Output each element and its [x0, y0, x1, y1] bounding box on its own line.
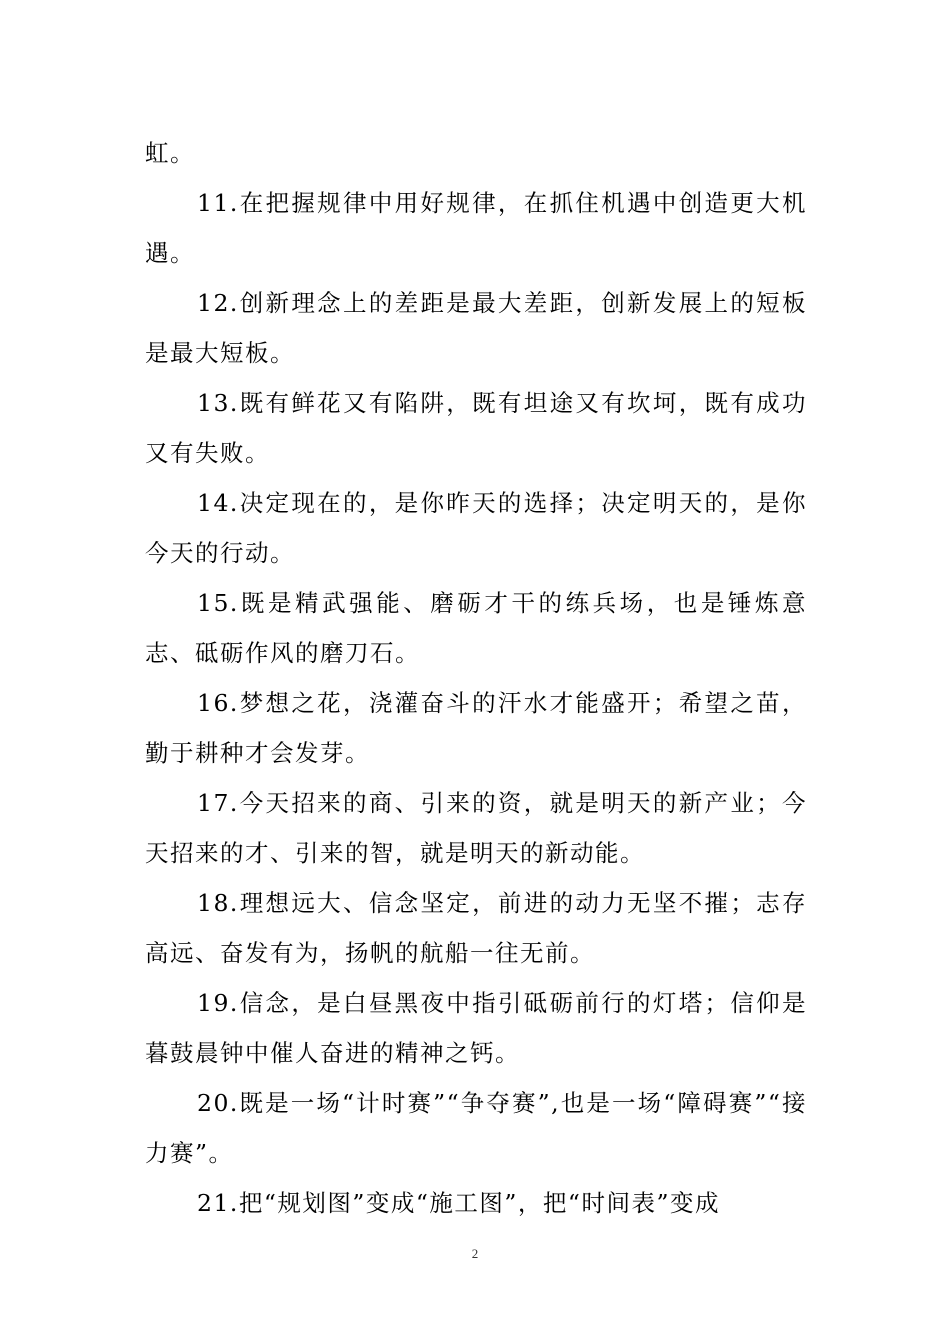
paragraph-item-15: 15.既是精武强能、磨砺才干的练兵场，也是锤炼意志、砥砺作风的磨刀石。 — [145, 589, 807, 667]
paragraph-item-20: 20.既是一场“计时赛”“争夺赛”,也是一场“障碍赛”“接力赛”。 — [145, 1089, 807, 1167]
paragraph-item-18: 18.理想远大、信念坚定，前进的动力无坚不摧；志存高远、奋发有为，扬帆的航船一往无前。 — [145, 889, 807, 967]
paragraph-item-21: 21.把“规划图”变成“施工图”，把“时间表”变成 — [197, 1189, 720, 1217]
page-number: 2 — [471, 1246, 479, 1261]
paragraph-item-19: 19.信念，是白昼黑夜中指引砥砺前行的灯塔；信仰是暮鼓晨钟中催人奋进的精神之钙。 — [145, 989, 807, 1067]
paragraph-item-14: 14.决定现在的，是你昨天的选择；决定明天的，是你今天的行动。 — [145, 489, 807, 567]
paragraph-item-11: 11.在把握规律中用好规律，在抓住机遇中创造更大机遇。 — [145, 189, 807, 267]
paragraph-item-17: 17.今天招来的商、引来的资，就是明天的新产业；今天招来的才、引来的智，就是明天的新动能。 — [145, 789, 807, 867]
document-body — [145, 128, 807, 1228]
paragraph-item-13: 13.既有鲜花又有陷阱，既有坦途又有坎坷，既有成功又有失败。 — [145, 389, 807, 467]
paragraph-item-16: 16.梦想之花，浇灌奋斗的汗水才能盛开；希望之苗，勤于耕种才会发芽。 — [145, 689, 807, 767]
paragraph-continuation: 虹。 — [145, 139, 195, 167]
paragraph-item-12: 12.创新理念上的差距是最大差距，创新发展上的短板是最大短板。 — [145, 289, 807, 367]
